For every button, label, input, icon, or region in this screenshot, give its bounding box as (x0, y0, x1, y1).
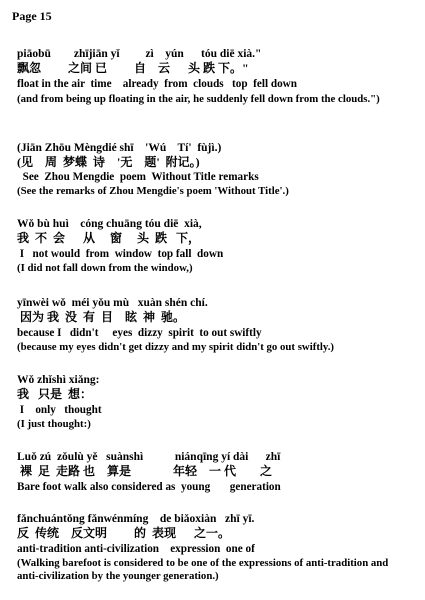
page-number: Page 15 (12, 9, 52, 23)
translation-line: (Walking barefoot is considered to be one of the expressions of anti-tradition and anti-civilization by the younger generation.) (17, 557, 389, 582)
hanzi-line: 裸 足 走路 也 算是 年轻 一 代 之 (17, 464, 273, 478)
hanzi-line: 因为 我 没 有 目 眩 神 驰。 (17, 310, 186, 324)
pinyin-line: fǎnchuántǒng fǎnwénmíng de biǎoxiàn zhī yī. (17, 513, 255, 525)
pinyin-line: Wǒ bù huì cóng chuāng tóu diē xià, (17, 218, 202, 230)
translation-line: (because my eyes didn't get dizzy and my spirit didn't go out swiftly.) (17, 341, 335, 353)
pinyin-line: (Jiān Zhōu Mèngdié shī 'Wú Tí' fùjì.) (17, 142, 222, 154)
english-gloss-line: I not would from window top fall down (17, 248, 224, 260)
english-gloss-line: because I didn't eyes dizzy spirit to out swiftly (17, 327, 262, 339)
hanzi-line: 飘忽 之间 已 自 云 头 跌 下。" (17, 61, 249, 75)
hanzi-line: 我 不 会 从 窗 头 跌 下， (17, 231, 201, 245)
translation-line: (I did not fall down from the window,) (17, 262, 193, 274)
pinyin-line: Wǒ zhǐshì xiǎng: (17, 374, 100, 386)
english-gloss-line: float in the air time already from clouds top fell down (17, 78, 297, 90)
english-gloss-line: See Zhou Mengdie poem Without Title remarks (17, 171, 259, 183)
hanzi-line: 我 只是 想： (17, 387, 93, 401)
english-gloss-line: I only thought (17, 404, 102, 416)
translation-line: (See the remarks of Zhou Mengdie's poem 'Without Title'.) (17, 185, 289, 197)
translation-line: (I just thought:) (17, 418, 91, 430)
pinyin-line: yīnwèi wǒ méi yǒu mù xuàn shén chí. (17, 297, 208, 309)
hanzi-line: 反 传统 反文明 的 表现 之一。 (17, 526, 231, 540)
pinyin-line: Luǒ zú zǒulù yě suànshì niánqīng yí dài zhī (17, 451, 281, 463)
pinyin-line: piāobū zhījiān yǐ zì yún tóu diē xià." (17, 48, 262, 60)
translation-line: (and from being up floating in the air, he suddenly fell down from the clouds.") (17, 93, 380, 105)
hanzi-line: (见 周 梦蝶 诗 '无 题' 附记。) (17, 155, 200, 169)
english-gloss-line: Bare foot walk also considered as young generation (17, 481, 281, 493)
english-gloss-line: anti-tradition anti-civilization expression one of (17, 543, 255, 555)
